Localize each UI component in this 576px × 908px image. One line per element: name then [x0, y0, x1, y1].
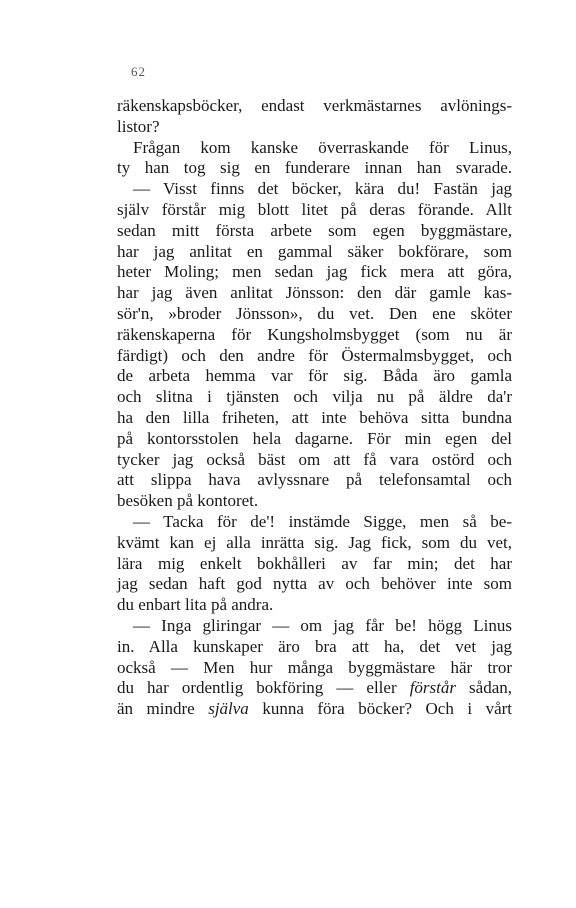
text-line: tycker jag också bäst om att få vara ostörd och: [117, 449, 512, 469]
text-line: [117, 699, 512, 720]
text-line: Frågan kom kanske överraskande för Linus,: [133, 137, 512, 157]
text-line: färdigt) och den andre för Östermalmsbygget, och: [117, 345, 512, 365]
text-line: ha den lilla friheten, att inte behöva sitta bundna: [117, 407, 512, 427]
text-span: du har ordentlig bokföring — eller: [117, 678, 410, 698]
text-line: räkenskaperna för Kungsholmsbygget (som nu är: [117, 324, 512, 344]
text-line: ty han tog sig en funderare innan han svarade.: [117, 158, 512, 178]
text-line: kvämt kan ej alla inrätta sig. Jag fick, som du vet,: [117, 532, 512, 552]
text-line: [117, 678, 512, 699]
text-line: jag sedan haft god nytta av och behöver inte som: [117, 574, 512, 594]
text-span: sådan,: [455, 678, 512, 698]
text-line: lära mig enkelt bokhålleri av far min; det har: [117, 553, 512, 573]
text-span: än mindre: [117, 699, 209, 719]
text-line: har jag anlitat en gammal säker bokförare, som: [117, 241, 512, 261]
text-line: själv förstår mig blott litet på deras förande. Allt: [117, 199, 512, 219]
text-line: de arbeta hemma var för sig. Båda äro gamla: [117, 366, 512, 386]
emphasis-text: själva: [208, 699, 249, 719]
text-line: in. Alla kunskaper äro bra att ha, det vet jag: [117, 636, 512, 656]
text-line: — Tacka för de'! instämde Sigge, men så be-: [133, 511, 512, 531]
text-line: att slippa hava avlyssnare på telefonsamtal och: [117, 470, 512, 490]
text-line: på kontorsstolen hela dagarne. För min egen del: [117, 428, 512, 448]
text-line: du enbart lita på andra.: [117, 595, 274, 615]
text-line: sör'n, »broder Jönsson», du vet. Den ene sköter: [117, 303, 512, 323]
text-line: räkenskapsböcker, endast verkmästarnes avlönings-: [117, 96, 512, 115]
text-line: har jag även anlitat Jönsson: den där gamle kas-: [117, 283, 512, 303]
text-line: sedan mitt första arbete som egen byggmästare,: [117, 220, 512, 240]
text-line: och slitna i tjänsten och vilja nu på äldre da'r: [117, 387, 512, 407]
page-number: 62: [131, 64, 146, 79]
body-text: [117, 96, 512, 720]
text-line: listor?: [117, 116, 160, 136]
emphasis-text: förstår: [409, 678, 456, 698]
text-line: heter Moling; men sedan jag fick mera att göra,: [117, 262, 512, 282]
text-line: — Inga gliringar — om jag får be! högg Linus: [133, 615, 512, 635]
text-line: besöken på kontoret.: [117, 491, 259, 511]
text-span: kunna föra böcker? Och i vårt: [248, 699, 512, 719]
text-line: också — Men hur många byggmästare här tror: [117, 657, 512, 677]
text-line: — Visst finns det böcker, kära du! Fastän jag: [133, 179, 512, 199]
